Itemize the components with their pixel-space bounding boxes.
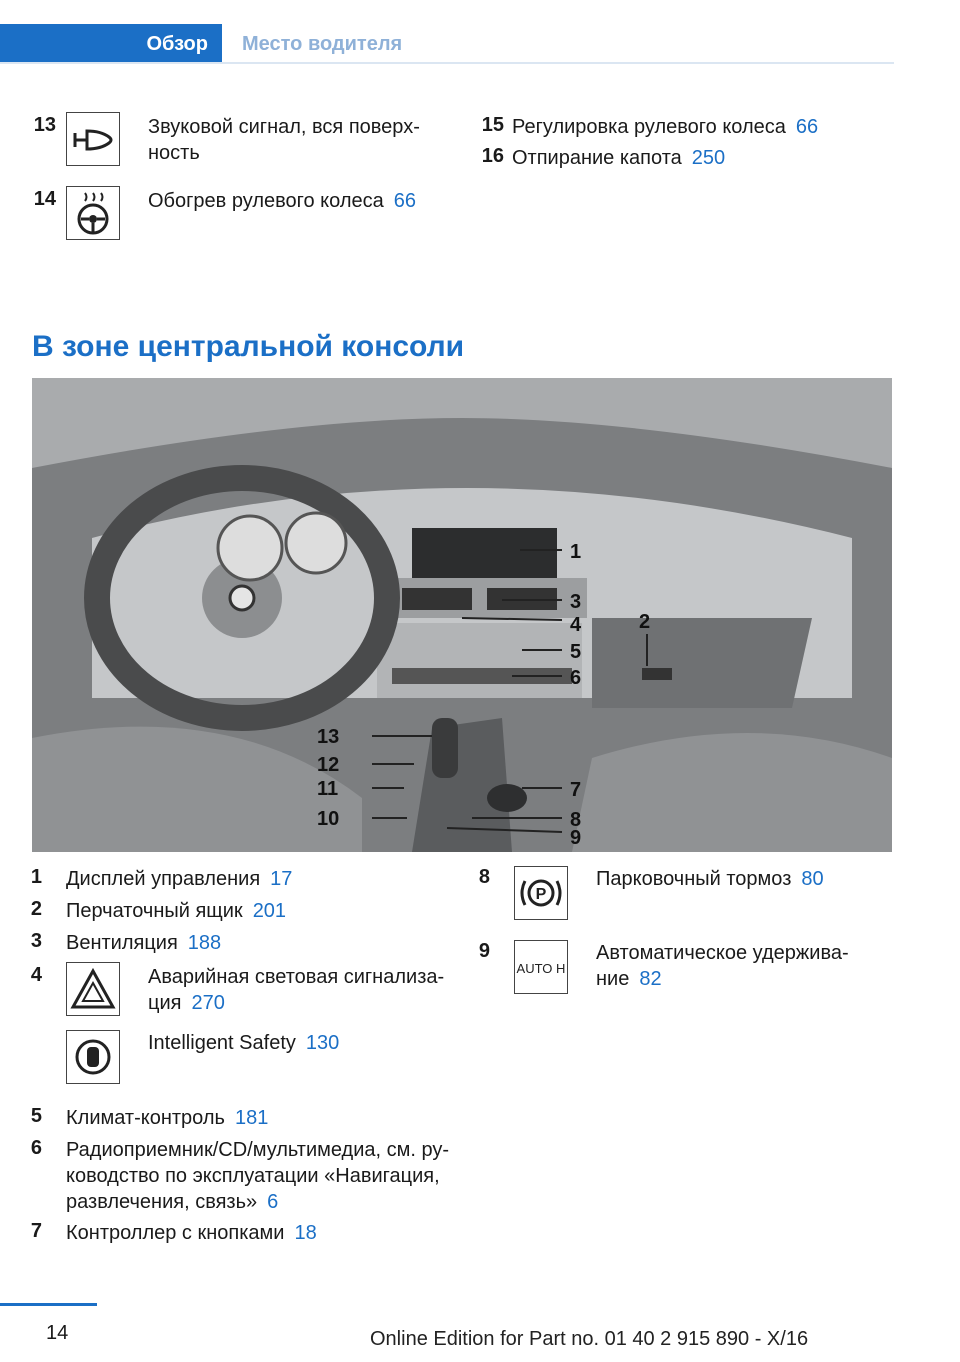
page-link[interactable]: 66 bbox=[795, 116, 819, 138]
item-number: 9 bbox=[478, 940, 490, 962]
item-text: Дисплей управления 17 bbox=[66, 868, 293, 890]
item-number: 8 bbox=[478, 866, 490, 888]
page-link[interactable]: 181 bbox=[234, 1107, 269, 1129]
item-number: 15 bbox=[481, 114, 504, 136]
intelligent-safety-icon bbox=[66, 1030, 120, 1084]
auto-hold-label: AUTO H bbox=[516, 961, 566, 976]
item-number: 1 bbox=[30, 866, 42, 888]
item-text: Радиоприемник/CD/мультимедиа, см. ру- ководство по эксплуатации «Навигация, развлечения, связь» 6 bbox=[66, 1139, 450, 1213]
item-number: 4 bbox=[30, 964, 42, 986]
item-number: 13 bbox=[33, 114, 56, 136]
page-number: 14 bbox=[46, 1322, 69, 1344]
page-link[interactable]: 270 bbox=[191, 992, 225, 1014]
item-text: Парковочный тормоз 80 bbox=[596, 868, 824, 890]
edition-text: Online Edition for Part no. 01 40 2 915 890 - X/16 bbox=[370, 1328, 809, 1350]
page-link[interactable]: 17 bbox=[270, 868, 293, 890]
callout-label: 1 bbox=[570, 541, 582, 563]
item-text: Регулировка рулевого колеса 66 bbox=[512, 116, 819, 138]
item-number: 5 bbox=[30, 1105, 42, 1127]
item-number: 2 bbox=[30, 898, 42, 920]
callout-label: 12 bbox=[317, 754, 340, 776]
item-number: 3 bbox=[30, 930, 42, 952]
page-link[interactable]: 66 bbox=[393, 190, 416, 212]
page-link[interactable]: 18 bbox=[294, 1222, 317, 1244]
tab-driver-area[interactable]: Место водителя bbox=[242, 33, 403, 55]
item-text: Аварийная световая сигнализа- ция 270 bbox=[148, 966, 445, 1014]
tab-overview[interactable]: Обзор bbox=[0, 24, 222, 62]
item-text: Отпирание капота 250 bbox=[512, 147, 726, 169]
callout-label: 5 bbox=[570, 641, 582, 663]
callout-label: 6 bbox=[570, 667, 582, 689]
item-text: Звуковой сигнал, вся поверх- ность bbox=[148, 116, 420, 164]
parking-brake-icon bbox=[514, 866, 568, 920]
item-text: Перчаточный ящик 201 bbox=[66, 900, 287, 922]
item-number: 16 bbox=[481, 145, 504, 167]
callout-label: 13 bbox=[317, 726, 340, 748]
page-link[interactable]: 80 bbox=[801, 868, 824, 890]
horn-icon bbox=[66, 112, 120, 166]
item-text: Контроллер с кнопками 18 bbox=[66, 1222, 317, 1244]
item-number: 6 bbox=[30, 1137, 42, 1159]
callout-label: 3 bbox=[570, 591, 582, 613]
callout-label: 10 bbox=[317, 808, 340, 830]
footer-line bbox=[0, 1303, 97, 1306]
page-link[interactable]: 250 bbox=[691, 147, 726, 169]
page-link[interactable]: 82 bbox=[639, 968, 662, 990]
callout-label: 11 bbox=[317, 778, 339, 800]
item-text: Обогрев рулевого колеса 66 bbox=[148, 190, 416, 212]
svg-text:P: P bbox=[535, 886, 547, 903]
page-link[interactable]: 201 bbox=[252, 900, 287, 922]
section-heading: В зоне центральной консоли bbox=[32, 330, 465, 363]
callout-label: 9 bbox=[570, 827, 582, 849]
callout-label: 4 bbox=[570, 614, 582, 636]
auto-hold-icon bbox=[514, 940, 568, 994]
item-text: Автоматическое удержива- ние 82 bbox=[596, 942, 849, 990]
item-number: 7 bbox=[30, 1220, 42, 1242]
dashboard-illustration bbox=[32, 378, 892, 852]
callout-label: 8 bbox=[570, 809, 582, 831]
page-link[interactable]: 6 bbox=[267, 1191, 279, 1213]
callout-label: 2 bbox=[639, 611, 651, 633]
item-text: Вентиляция 188 bbox=[66, 932, 222, 954]
callout-label: 7 bbox=[570, 779, 582, 801]
steering-heat-icon bbox=[66, 186, 120, 240]
page-link[interactable]: 188 bbox=[187, 932, 222, 954]
item-number: 14 bbox=[33, 188, 56, 210]
page-link[interactable]: 130 bbox=[305, 1032, 340, 1054]
item-text: Климат-контроль 181 bbox=[66, 1107, 269, 1129]
header-tabs bbox=[0, 24, 894, 64]
hazard-warning-icon bbox=[66, 962, 120, 1016]
item-text: Intelligent Safety 130 bbox=[148, 1032, 340, 1054]
